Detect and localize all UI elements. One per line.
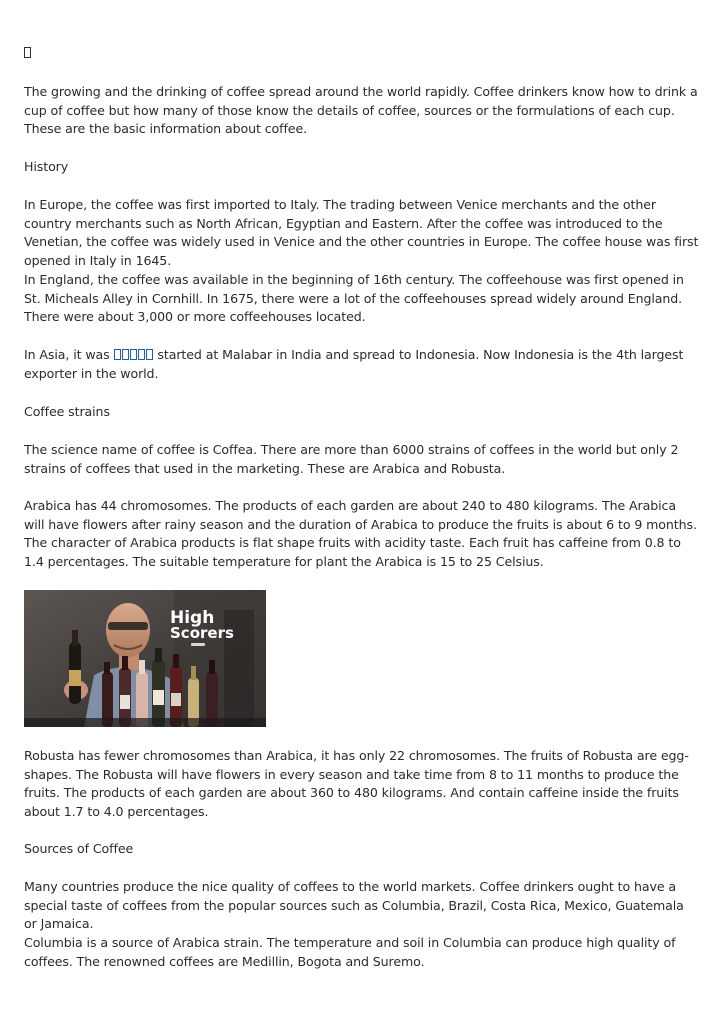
intro-paragraph: The growing and the drinking of coffee spread around the world rapidly. Coffee drinkers know how to drink a cup of coffee but how many of those know the details of coffee, sources or the formulations of each cup. These are the basic information about coffee. <box>24 84 698 136</box>
missing-glyph-icon <box>146 349 153 360</box>
thumbnail-title-line1: High <box>170 608 215 628</box>
history-heading: History <box>24 159 69 174</box>
missing-glyph-icon <box>122 349 129 360</box>
missing-glyph-icon <box>130 349 137 360</box>
robusta-paragraph: Robusta has fewer chromosomes than Arabica, it has only 22 chromosomes. The fruits of Robusta are egg-shapes. The Robusta will have flowers in every season and take time from 8 to 11 months to produce the fruits. The products of each garden are about 360 to 480 kilograms. And contain caffeine inside the fruits about 1.7 to 4.0 percentages. <box>24 748 689 819</box>
asia-link[interactable] <box>114 347 154 362</box>
strains-heading: Coffee strains <box>24 404 110 419</box>
wine-video-thumbnail[interactable] <box>24 590 266 727</box>
missing-glyph-icon <box>138 349 145 360</box>
europe-paragraph: In Europe, the coffee was first imported to Italy. The trading between Venice merchants and the other country merchants such as North African, Egyptian and Eastern. After the coffee was introduced to the Venetian, the coffee was widely used in Venice and the other countries in Europe. The coffee house was first opened in Italy in 1645. <box>24 197 699 268</box>
arabica-paragraph: Arabica has 44 chromosomes. The products of each garden are about 240 to 480 kilograms. The Arabica will have flowers after rainy season and the duration of Arabica to produce the fruits is about 6 to 9 months. The character of Arabica products is flat shape fruits with acidity taste. Each fruit has caffeine from 0.8 to 1.4 percentages. The suitable temperature for plant the Arabica is 15 to 25 Celsius. <box>24 498 697 569</box>
missing-glyph-icon <box>24 47 31 58</box>
columbia-paragraph: Columbia is a source of Arabica strain. The temperature and soil in Columbia can produce high quality of coffees. The renowned coffees are Medillin, Bogota and Suremo. <box>24 935 676 969</box>
sources-heading: Sources of Coffee <box>24 841 134 856</box>
england-paragraph: In England, the coffee was available in the beginning of 16th century. The coffeehouse was first opened in St. Micheals Alley in Cornhill. In 1675, there were a lot of the coffeehouses spread widely around England. There were about 3,000 or more coffeehouses located. <box>24 272 684 324</box>
asia-text-before: In Asia, it was <box>24 347 114 362</box>
thumbnail-illustration <box>24 590 266 727</box>
asia-text-after: started at Malabar in India and spread to Indonesia. Now Indonesia is the 4th largest exporter in the world. <box>24 347 684 381</box>
science-paragraph: The science name of coffee is Coffea. There are more than 6000 strains of coffees in the world but only 2 strains of coffees that used in the marketing. These are Arabica and Robusta. <box>24 442 679 476</box>
asia-paragraph <box>24 346 700 383</box>
sources-paragraph: Many countries produce the nice quality of coffees to the world markets. Coffee drinkers ought to have a special taste of coffees from the popular sources such as Columbia, Brazil, Costa Rica, Mexico, Guatemala or Jamaica. <box>24 879 684 931</box>
thumbnail-title-line2: Scorers <box>170 624 234 642</box>
missing-glyph-icon <box>114 349 121 360</box>
